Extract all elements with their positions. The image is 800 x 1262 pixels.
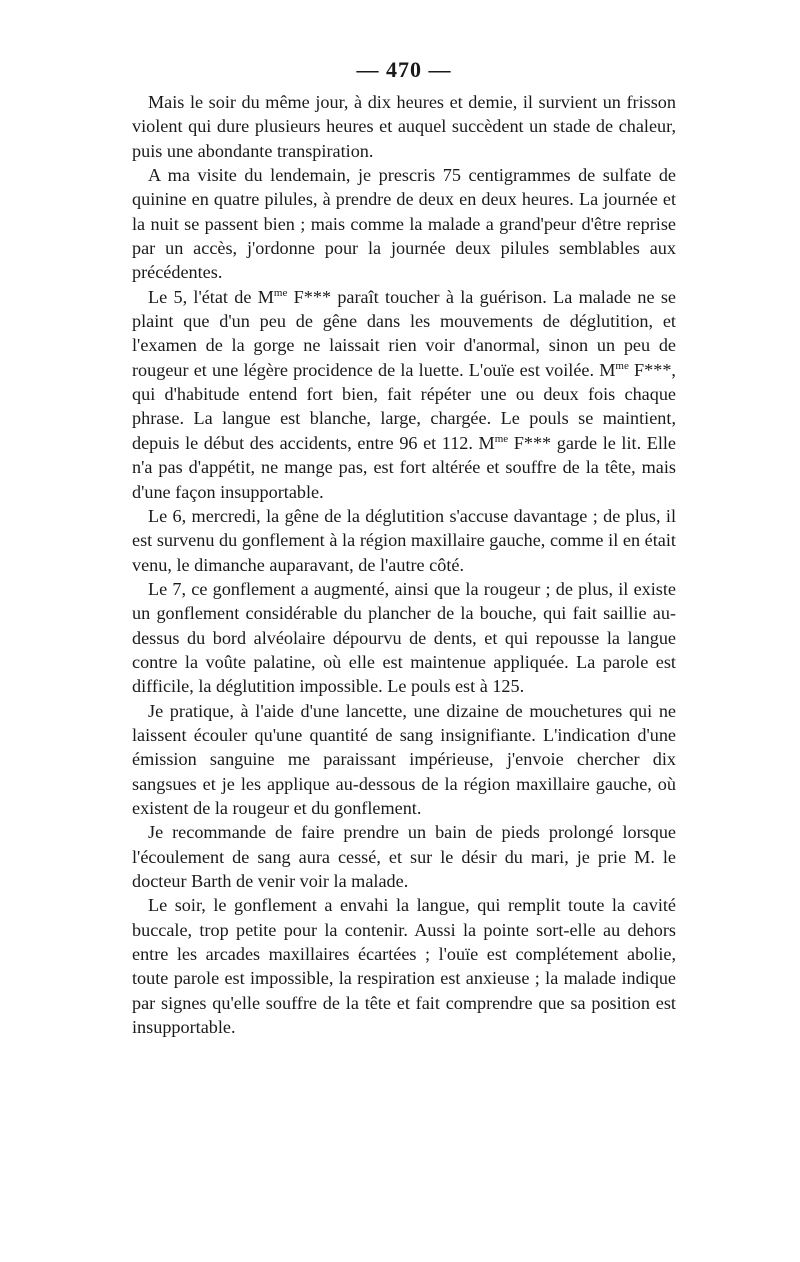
paragraph-text: Le 6, mercredi, la gêne de la déglutition s'accuse davantage ; de plus, il est survenu du gonflement à la région maxillaire gauche, comme il en était venu, le dimanche auparavant, de l'autre côté. bbox=[132, 505, 676, 575]
paragraph-text: A ma visite du lendemain, je prescris 75 centigrammes de sulfate de quinine en quatre pilules, à prendre de deux en deux heures. La journée et la nuit se passent bien ; mais comme la malade a grand'peur d'être reprise par un accès, j'ordonne pour la journée deux pilules semblables aux précédentes. bbox=[132, 165, 676, 283]
superscript-abbreviation: me bbox=[494, 432, 509, 445]
paragraph-text: F***, qui d'habitude entend fort bien, fait répéter une ou deux fois chaque phrase. La langue est blanche, large, chargée. Le pouls se maintient, depuis le début des accidents, entre 96 et 112. M bbox=[132, 359, 676, 453]
paragraph-text: Le soir, le gonflement a envahi la langue, qui remplit toute la cavité buccale, trop petite pour la contenir. Aussi la pointe sort-elle au dehors entre les arcades maxillaires écartées ; l'ouïe est complétement abolie, toute parole est impossible, la respiration est anxieuse ; la malade indique par signes qu'elle souffre de la tête et fait comprendre que sa position est insupportable. bbox=[132, 895, 676, 1038]
paragraph-7 bbox=[132, 820, 676, 893]
paragraph-text: F*** paraît toucher à la guérison. La malade ne se plaint que d'un peu de gêne dans les mouvements de déglutition, et l'examen de la gorge ne laissait rien voir d'anormal, sinon un peu de rougeur et une légère procidence de la luette. L'ouïe est voilée. M bbox=[132, 286, 676, 380]
paragraph-text: Je recommande de faire prendre un bain de pieds prolongé lorsque l'écoulement de sang aura cessé, et sur le désir du mari, je prie M. le docteur Barth de venir voir la malade. bbox=[132, 822, 676, 891]
paragraph-3 bbox=[132, 285, 676, 504]
paragraph-text: Le 7, ce gonflement a augmenté, ainsi que la rougeur ; de plus, il existe un gonflement considérable du plancher de la bouche, qui fait saillie au-dessus du bord alvéolaire dépourvu de dents, et qui repousse la langue contre la voûte palatine, où elle est maintenue appliquée. La parole est difficile, la déglutition impossible. Le pouls est à 125. bbox=[132, 578, 676, 697]
superscript-abbreviation: me bbox=[273, 286, 288, 299]
paragraph-text: Mais le soir du même jour, à dix heures et demie, il survient un frisson violent qui dure plusieurs heures et auquel succèdent un stade de chaleur, puis une abondante transpiration. bbox=[132, 92, 676, 161]
paragraph-5 bbox=[132, 577, 676, 699]
paragraph-6 bbox=[132, 699, 676, 821]
page-number: — 470 — bbox=[356, 57, 452, 82]
paragraph-8 bbox=[132, 893, 676, 1039]
paragraph-text: Je pratique, à l'aide d'une lancette, une dizaine de mouchetures qui ne laissent écouler qu'une quantité de sang insignifiante. L'indication d'une émission sanguine me paraissant impérieuse, j'envoie chercher dix sangsues et je les applique au-dessous de la région maxillaire gauche, où existent de la rougeur et du gonflement. bbox=[132, 700, 676, 818]
paragraph-text: F*** garde le lit. Elle n'a pas d'appétit, ne mange pas, est fort altérée et souffre de la tête, mais d'une façon insupportable. bbox=[132, 432, 676, 502]
paragraph-2 bbox=[132, 163, 676, 285]
paragraph-1 bbox=[132, 90, 676, 163]
book-page bbox=[132, 56, 676, 1039]
paragraph-text: Le 5, l'état de M bbox=[148, 286, 274, 307]
superscript-abbreviation: me bbox=[615, 359, 629, 372]
paragraph-4 bbox=[132, 504, 676, 577]
